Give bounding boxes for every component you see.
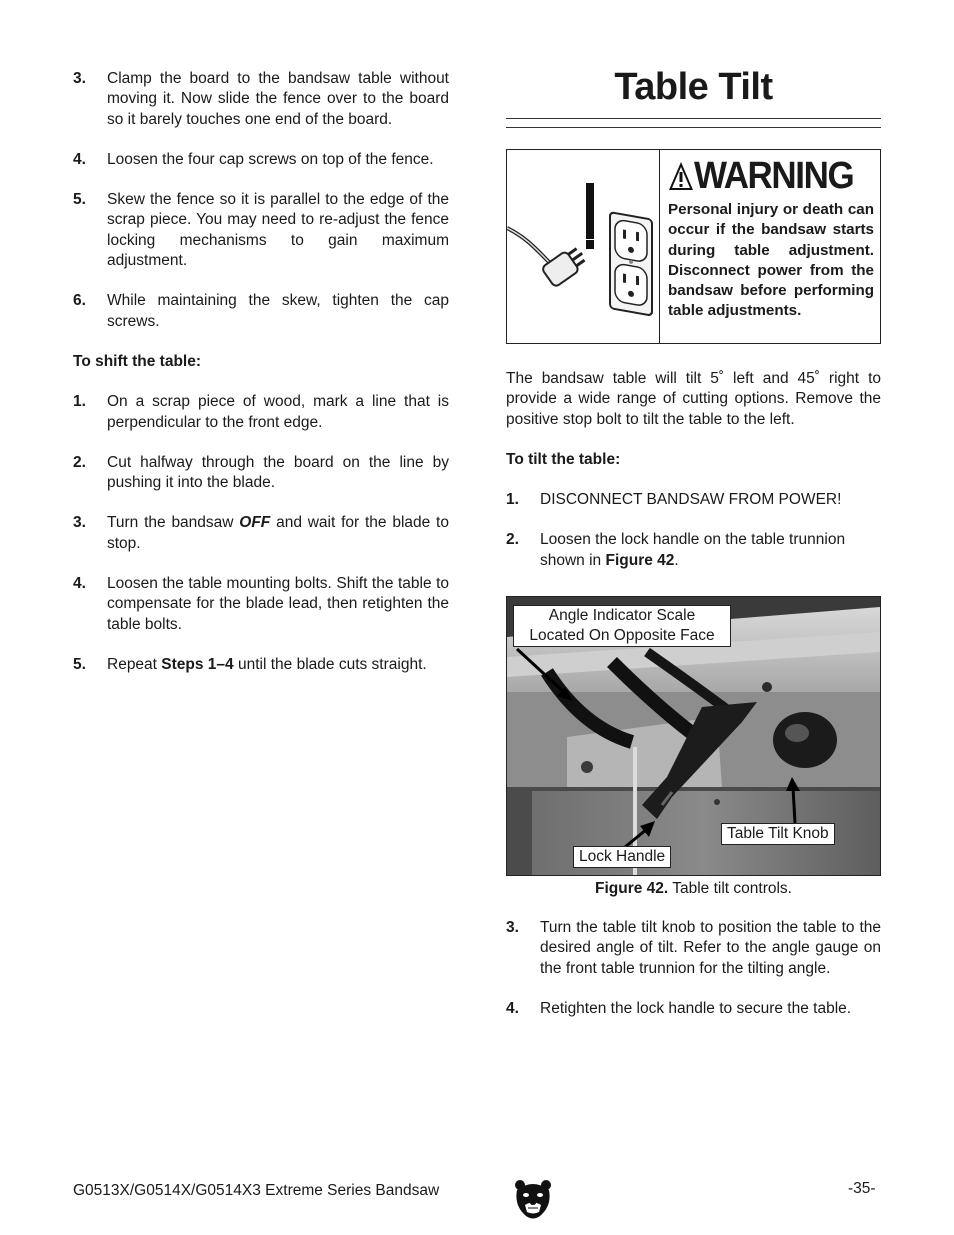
step-text: Loosen the four cap screws on top of the fence. <box>107 150 434 168</box>
figure-caption-text: Table tilt controls. <box>668 880 792 897</box>
step-text <box>107 655 449 675</box>
tilt-step-2 <box>506 530 881 571</box>
step-text: Cut halfway through the board on the line by pushing it into the blade. <box>107 453 449 492</box>
step-text-post: and wait for the blade to stop. <box>107 514 449 552</box>
left-column <box>73 69 449 695</box>
warning-text-panel <box>660 150 880 343</box>
shift-step-1 <box>73 392 449 433</box>
step-text-pre: Turn the bandsaw <box>107 514 240 532</box>
right-column-lower <box>506 918 881 1039</box>
grizzly-bear-logo-icon <box>514 1178 552 1220</box>
unplug-illustration <box>507 150 660 343</box>
step-number: 2. <box>73 453 86 471</box>
section-title: Table Tilt <box>614 66 773 108</box>
step-number: 6. <box>73 292 86 310</box>
fence-step-3 <box>73 69 449 130</box>
step-number: 2. <box>506 531 519 549</box>
step-number: 5. <box>73 191 86 209</box>
shift-step-4 <box>73 574 449 635</box>
step-text-pre: Loosen the lock handle on the table trunnion shown in <box>540 531 846 569</box>
off-emphasis: OFF <box>239 514 271 532</box>
page-number: -35- <box>848 1180 876 1197</box>
step-number: 4. <box>506 999 519 1017</box>
figure-caption <box>506 880 881 898</box>
callout-scale-line-1: Angle Indicator Scale <box>548 607 696 624</box>
steps-reference: Steps 1–4 <box>161 655 234 673</box>
tilt-step-4 <box>506 999 881 1019</box>
callout-angle-scale <box>513 605 731 647</box>
tilt-step-1 <box>506 490 881 510</box>
warning-header <box>668 156 874 196</box>
figure-42-photo <box>506 596 881 876</box>
step-number: 1. <box>506 491 519 509</box>
right-column <box>506 369 881 591</box>
step-text: On a scrap piece of wood, mark a line that is perpendicular to the front edge. <box>107 393 449 431</box>
step-text: Clamp the board to the bandsaw table without moving it. Now slide the fence over to the board so it barely touches one end of the board. <box>107 70 449 128</box>
callout-scale-line-2: Located On Opposite Face <box>529 627 715 644</box>
step-number: 5. <box>73 655 86 673</box>
plug-outlet-icon <box>507 150 659 343</box>
step-text: While maintaining the skew, tighten the cap screws. <box>107 292 449 330</box>
step-text-post: until the blade cuts straight. <box>233 655 427 673</box>
warning-box <box>506 149 881 344</box>
figure-caption-label: Figure 42. <box>595 880 669 897</box>
step-text: Turn the table tilt knob to position the table to the desired angle of tilt. Refer to the angle gauge on the front table trunnion for the tilting angle. <box>540 919 881 977</box>
shift-step-2 <box>73 453 449 494</box>
step-number: 3. <box>73 514 86 532</box>
fence-step-5 <box>73 190 449 271</box>
step-number: 3. <box>73 70 86 87</box>
step-number: 1. <box>73 393 86 411</box>
step-text-post: . <box>674 551 679 569</box>
step-number: 4. <box>73 150 86 168</box>
figure-reference: Figure 42 <box>605 551 675 569</box>
tilt-step-3 <box>506 918 881 979</box>
shift-step-5 <box>73 655 449 675</box>
shift-step-3 <box>73 513 449 554</box>
step-text <box>540 530 881 571</box>
callout-lock-handle: Lock Handle <box>573 846 671 868</box>
footer-model: G0513X/G0514X/G0514X3 Extreme Series Bandsaw <box>73 1182 440 1199</box>
warning-triangle-icon <box>668 161 694 191</box>
step-number: 3. <box>506 919 519 936</box>
tilt-table-heading: To tilt the table: <box>506 450 621 468</box>
step-text-pre: Repeat <box>107 655 162 673</box>
step-text: DISCONNECT BANDSAW FROM POWER! <box>540 491 842 509</box>
title-rule-top <box>506 118 881 119</box>
step-number: 4. <box>73 575 86 593</box>
step-text: Retighten the lock handle to secure the table. <box>540 999 852 1017</box>
warning-body: Personal injury or death can occur if the bandsaw starts during table adjustment. Disconnect power from the bandsaw before performing table adjustments. <box>668 201 874 320</box>
step-text: Loosen the table mounting bolts. Shift the table to compensate for the blade lead, then retighten the table bolts. <box>107 575 449 633</box>
intro-paragraph: The bandsaw table will tilt 5˚ left and 45˚ right to provide a wide range of cutting options. Remove the positive stop bolt to tilt the table to the left. <box>506 370 881 428</box>
fence-step-6 <box>73 291 449 332</box>
warning-label: WARNING <box>694 155 854 197</box>
step-text: Skew the fence so it is parallel to the edge of the scrap piece. You may need to re-adjust the fence locking mechanisms to gain maximum adjustment. <box>107 191 449 270</box>
step-text <box>107 513 449 554</box>
title-rule-bottom <box>506 127 881 128</box>
callout-tilt-knob: Table Tilt Knob <box>721 823 835 845</box>
shift-table-heading: To shift the table: <box>73 352 202 370</box>
fence-step-4 <box>73 150 449 170</box>
